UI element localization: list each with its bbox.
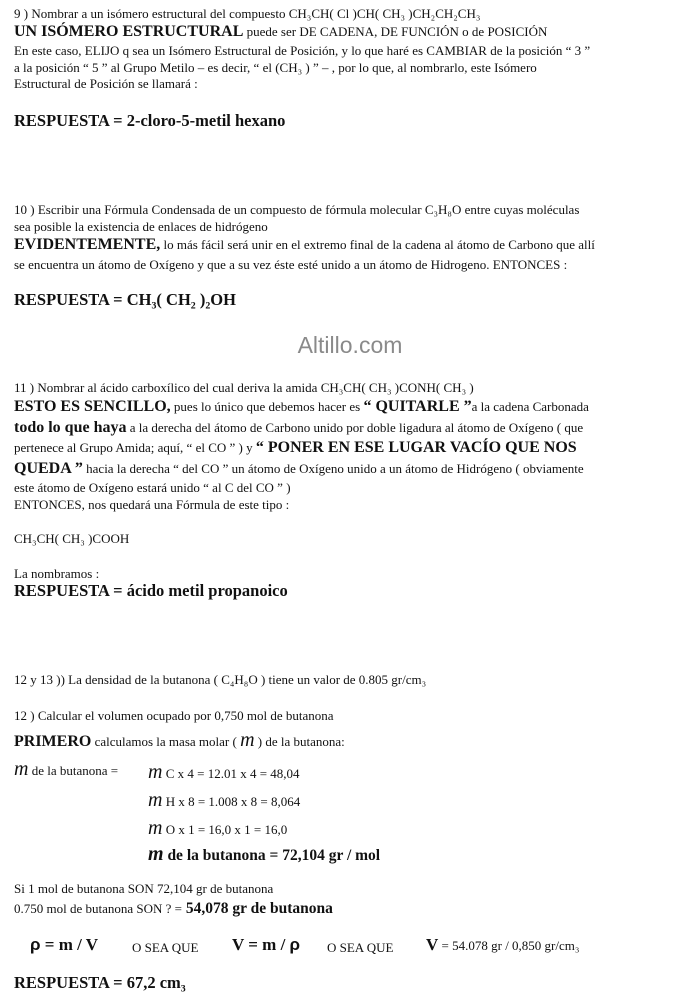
q10-heading-rest: lo más fácil será unir en el extremo final de la cadena al átomo de Carbono que allí [160, 237, 595, 252]
q11-prompt: 11 ) Nombrar al ácido carboxílico del cual deriva la amida CH₃CH( CH₃ )CONH( CH₃ ) [14, 380, 474, 395]
q12-eq1-text: = m / V [40, 935, 99, 954]
q11-naming: La nombramos : [14, 566, 100, 581]
molar-mass-symbol: m [148, 761, 163, 783]
q9-line3: a la posición “ 5 ” al Grupo Metilo – es decir, “ el (CH₃ ) ” – , por lo que, al nombrarlo, este Isómero [14, 60, 537, 75]
q12-first-m: m [240, 729, 255, 751]
q11-line1 [14, 399, 589, 415]
molar-mass-symbol: m [148, 789, 163, 811]
watermark: Altillo.com [297, 332, 403, 358]
molar-mass-symbol: m [148, 843, 164, 865]
molar-mass-symbol: m [148, 817, 163, 839]
q12-ratio2-b: 54,078 gr de butanona [182, 900, 333, 917]
q12-first-end: ) de la butanona: [254, 734, 345, 749]
q10-answer: RESPUESTA = CH₃( CH₂ )₂OH [14, 290, 236, 309]
q12-m-prefix: de la butanona = [28, 763, 119, 778]
q12-calc-o [148, 817, 287, 840]
q12-eq2 [232, 937, 300, 954]
q11-line6: ENTONCES, nos quedará una Fórmula de este tipo : [14, 497, 290, 512]
q11-l3-normal: pertenece al Grupo Amida; aquí, “ el CO ” ) y [14, 440, 256, 455]
q12-ratio1: Si 1 mol de butanona SON 72,104 gr de butanona [14, 881, 274, 896]
q12-eq2-text: V = m / [232, 935, 290, 954]
q11-formula: CH₃CH( CH₃ )COOH [14, 531, 130, 546]
q12-o-sea-2: O SEA QUE [327, 940, 394, 955]
q12-eq3-rest: = 54.078 gr / 0,850 gr/cm₃ [438, 938, 580, 953]
q10-heading: EVIDENTEMENTE, [14, 236, 161, 253]
q12-header: 12 y 13 )) La densidad de la butanona ( C₄H₈O ) tiene un valor de 0.805 gr/cm₃ [14, 672, 427, 687]
q11-line4 [14, 461, 584, 477]
q10-heading-line [14, 237, 595, 253]
q11-l1-bold2: “ QUITARLE ” [363, 398, 472, 415]
q12-eq3-v: V [426, 935, 439, 954]
q12-calc-line-c [14, 758, 119, 780]
q9-heading-line [14, 24, 547, 40]
density-symbol: ρ [30, 935, 41, 954]
q11-answer: RESPUESTA = ácido metil propanoico [14, 581, 288, 600]
q11-line3 [14, 440, 577, 456]
q12-ratio2-a: 0.750 mol de butanona SON ? = [14, 901, 183, 916]
q9-line2: En este caso, ELIJO q sea un Isómero Estructural de Posición, y lo que haré es CAMBIAR de la posición “ 3 ” [14, 43, 591, 58]
density-symbol: ρ [289, 935, 301, 954]
q12-eq3 [426, 937, 579, 954]
q11-line5: este átomo de Oxígeno estará unido “ al C del CO ” ) [14, 480, 291, 495]
q12-ratio2 [14, 901, 333, 917]
q10-prompt2: sea posible la existencia de enlaces de hidrógeno [14, 219, 268, 234]
q10-prompt: 10 ) Escribir una Fórmula Condensada de un compuesto de fórmula molecular C₃H₈O entre cuyas moléculas [14, 202, 580, 217]
q9-heading: UN ISÓMERO ESTRUCTURAL [14, 23, 244, 40]
q9-prompt: 9 ) Nombrar a un isómero estructural del compuesto CH₃CH( Cl )CH( CH₃ )CH₂CH₂CH₃ [14, 6, 481, 21]
q11-line2 [14, 420, 583, 436]
q12-prompt: 12 ) Calcular el volumen ocupado por 0,750 mol de butanona [14, 708, 334, 723]
q11-l1-normal: pues lo único que debemos hacer es [170, 399, 364, 414]
q12-first-line [14, 729, 345, 751]
q11-l1-bold: ESTO ES SENCILLO, [14, 398, 171, 415]
q12-o-sea-1: O SEA QUE [132, 940, 199, 955]
q12-calc-c-text: C x 4 = 12.01 x 4 = 48,04 [162, 766, 300, 781]
q12-first-bold: PRIMERO [14, 733, 92, 750]
q12-first-rest: calculamos la masa molar ( [91, 734, 241, 749]
q12-calc-h [148, 789, 300, 812]
q10-line2: se encuentra un átomo de Oxígeno y que a su vez éste esté unido a un átomo de Hidrogeno. ENTONCES : [14, 257, 568, 272]
q12-calc-o-text: O x 1 = 16,0 x 1 = 16,0 [162, 822, 288, 837]
q11-l2-rest: a la derecha del átomo de Carbono unido por doble ligadura al átomo de Oxígeno ( que [126, 420, 584, 435]
molar-mass-symbol: m [14, 758, 29, 780]
q12-calc-h-text: H x 8 = 1.008 x 8 = 8,064 [162, 794, 301, 809]
q9-answer: RESPUESTA = 2-cloro-5-metil hexano [14, 111, 286, 130]
q11-l1-end: a la cadena Carbonada [471, 399, 589, 414]
q12-calc-total [148, 843, 380, 866]
q11-l3-bold: “ PONER EN ESE LUGAR VACÍO QUE NOS [255, 439, 577, 456]
q9-heading-rest: puede ser DE CADENA, DE FUNCIÓN o de POSICIÓN [243, 24, 548, 39]
q12-calc-c [148, 761, 300, 784]
q9-line4: Estructural de Posición se llamará : [14, 76, 198, 91]
q11-l2-bold: todo lo que haya [14, 419, 127, 436]
q12-eq1 [30, 937, 98, 954]
q12-answer: RESPUESTA = 67,2 cm₃ [14, 973, 186, 992]
q11-l4-rest: hacia la derecha “ del CO ” un átomo de Oxígeno unido a un átomo de Hidrógeno ( obviamente [82, 461, 584, 476]
q11-l4-bold: QUEDA ” [14, 460, 83, 477]
q12-calc-total-text: de la butanona = 72,104 gr / mol [163, 847, 381, 864]
